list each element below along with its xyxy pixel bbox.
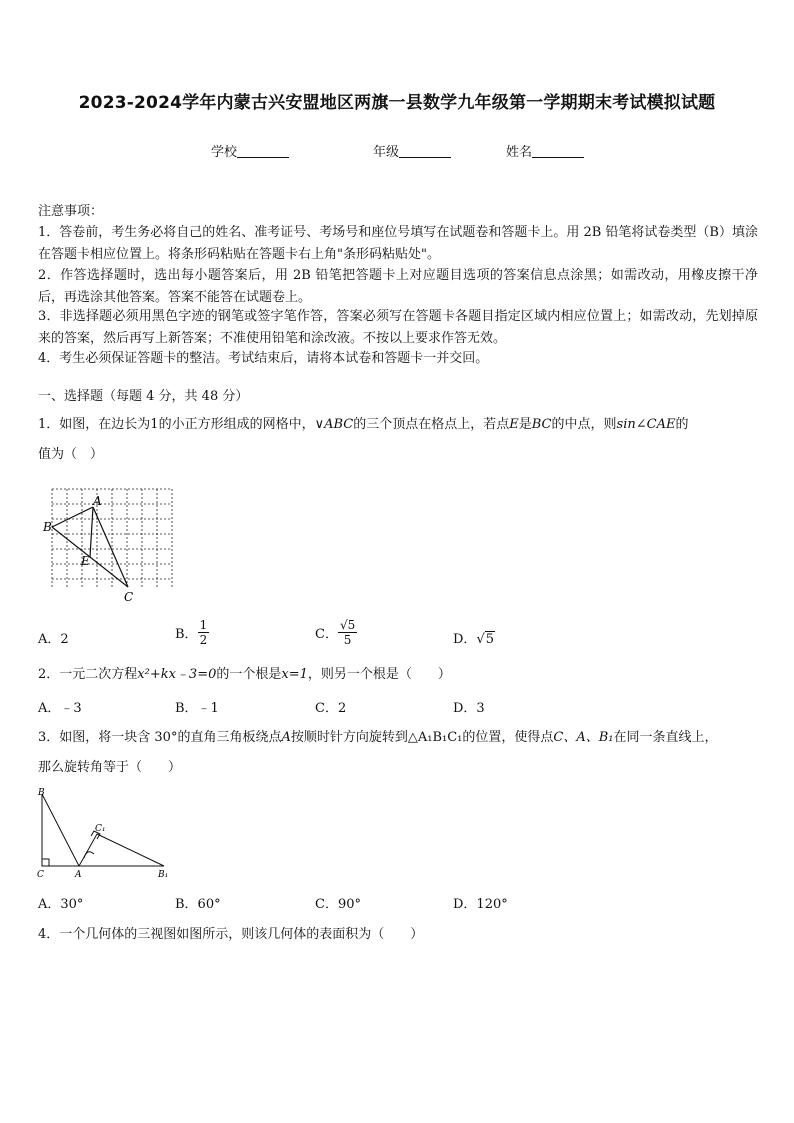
q3-rotation-figure [34,786,174,882]
name-label: 姓名 [506,145,533,160]
q4-stem: 4．一个几何体的三视图如图所示，则该几何体的表面积为（ ） [38,927,424,942]
name-field[interactable] [506,141,584,160]
label-c: C [37,870,44,880]
q1-text: 1．如图，在边长为 [38,417,151,432]
notes-heading: 注意事项： [38,204,104,219]
name-blank[interactable] [532,145,584,158]
school-field[interactable] [211,141,289,160]
fraction [338,618,357,647]
q3-text: 在同一条直线上， [613,730,718,745]
fraction [198,618,210,647]
option-prefix: A． [38,632,61,647]
q1-sin: sin∠CAE [616,417,676,432]
q2-option-b[interactable]: B．﹣1 [175,701,219,716]
q3-points: C、A、B₁ [553,730,614,745]
option-prefix: C． [315,627,338,642]
q1-point-e: E [509,417,519,432]
school-label: 学校 [211,145,238,160]
q2-text: 的一个根是 [216,667,282,682]
q1-text: 的小正方形组成的网格中， [158,417,315,432]
q1-option-b[interactable] [175,618,209,647]
label-c: C [124,590,134,604]
option-value: 2 [60,632,69,647]
label-b: B [43,520,52,534]
q3-option-a[interactable]: A．30° [38,897,84,912]
numerator: 1 [199,618,208,632]
q2-text: ，则另一个根是（ ） [307,667,451,682]
option-prefix: D． [453,632,477,647]
label-b1: B₁ [158,870,169,880]
page-title: 2023-2024学年内蒙古兴安盟地区两旗一县数学九年级第一学期期末考试模拟试题 [78,93,716,113]
q1-stem [38,414,758,436]
q1-text: 的 [675,417,689,432]
q1-text: 是 [518,417,532,432]
denominator: 2 [199,633,208,647]
q1-stem-line2: 值为（ ） [38,447,104,462]
label-a: A [75,870,82,880]
numerator: √5 [339,618,356,632]
q2-stem [38,664,451,686]
q1-grid-figure [40,483,180,608]
q2-option-c[interactable]: C．2 [315,701,347,716]
grade-label: 年级 [373,145,400,160]
q1-segment: BC [531,417,552,432]
note-item: 1．答卷前，考生务必将自己的姓名、准考证号、考场号和座位号填写在试题卷和答题卡上。用 2B 铅笔将试卷类型（B）填涂在答题卡相应位置上。将条形码粘贴在答题卡右上角"条形码粘贴处"。 [38,225,758,262]
q2-option-a[interactable]: A．﹣3 [38,701,82,716]
sqrt: √5 [476,632,495,647]
q1-option-c[interactable] [315,618,357,647]
q3-option-b[interactable]: B．60° [175,897,221,912]
q3-text: 按顺时针方向旋转到△A₁B₁C₁的位置，使得点 [290,730,554,745]
q2-option-d[interactable]: D．3 [453,701,485,716]
school-blank[interactable] [237,145,289,158]
q2-root: x=1 [281,667,308,682]
section-heading: 一、选择题（每题 4 分，共 48 分） [38,389,249,404]
q3-text: 3．如图，将一块含 30°的直角三角板绕点 [38,730,282,745]
q3-option-d[interactable]: D．120° [453,897,508,912]
q3-stem-line2: 那么旋转角等于（ ） [38,760,182,775]
label-e: E [81,554,90,568]
label-a: A [93,494,102,508]
grade-blank[interactable] [399,145,451,158]
q1-option-d[interactable] [453,628,495,647]
label-c1: C₁ [95,824,106,834]
q1-triangle: ∨ABC [314,417,354,432]
q3-option-c[interactable]: C．90° [315,897,361,912]
q1-text: 的三个顶点在格点上，若点 [353,417,510,432]
grade-field[interactable] [373,141,451,160]
label-b: B [38,788,45,798]
note-item: 3．非选择题必须用黑色字迹的钢笔或签字笔作答，答案必须写在答题卡各题目指定区域内相应位置上；如需改动，先划掉原来的答案，然后再写上新答案；不准使用铅笔和涂改液。不按以上要求作答无效。 [38,309,758,346]
q2-equation: x²+kx﹣3=0 [137,667,217,682]
q3-stem [38,727,718,749]
note-item: 2．作答选择题时，选出每小题答案后，用 2B 铅笔把答题卡上对应题目选项的答案信息点涂黑；如需改动，用橡皮擦干净后，再选涂其他答案。答案不能答在试题卷上。 [38,268,758,305]
q1-text: 1 [150,417,159,432]
denominator: 5 [343,633,352,647]
q2-text: 2．一元二次方程 [38,667,138,682]
note-item: 4．考生必须保证答题卡的整洁。考试结束后，请将本试卷和答题卡一并交回。 [38,351,489,366]
q3-point-a: A [281,730,291,745]
radicand: 5 [485,632,495,647]
radicand: 5 [347,618,356,632]
q1-option-a[interactable] [38,628,69,647]
q1-text: 的中点，则 [551,417,617,432]
option-prefix: B． [175,627,198,642]
grid-lines [52,489,172,587]
